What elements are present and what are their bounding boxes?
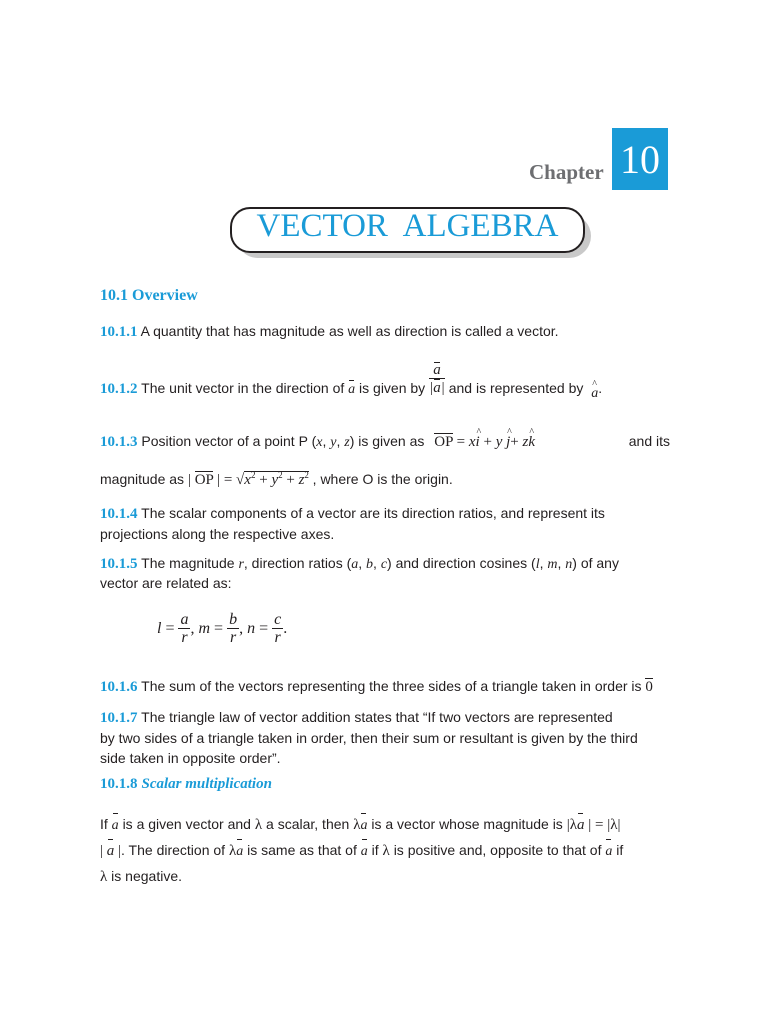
item-10-1-1 [100, 321, 559, 342]
position-vector-formula: OP = x^ i + y ^ j+ z^ k [434, 434, 535, 450]
item-number: 10.1.3 [100, 434, 138, 450]
item-text: The unit vector in the direction of [141, 380, 345, 396]
item-number: 10.1.5 [100, 556, 138, 572]
item-10-1-3: 10.1.3 Position vector of a point P (x, y, z) is given as OP = x^ i + y ^ j+ z^ k and its [100, 431, 670, 453]
item-text: magnitude as [100, 471, 185, 487]
magnitude-formula: | OP | = $√x^2 + y^2 + z^2$ [187, 470, 309, 488]
item-text: The triangle law of vector addition states that “If two vectors are represented [141, 709, 613, 725]
item-text: , direction ratios ( [243, 555, 352, 571]
chapter-label: Chapter [529, 160, 604, 184]
item-text: and is represented by [448, 380, 584, 396]
item-text: and its [628, 433, 670, 449]
item-number: 10.1.6 [100, 679, 138, 695]
item-text: ) is given as [349, 433, 425, 449]
item-10-1-4 [100, 503, 662, 544]
chapter-number: 10 [620, 137, 660, 182]
item-number: 10.1.2 [100, 381, 138, 397]
item-text: , where O is the origin. [312, 471, 453, 487]
item-text: is given by [359, 380, 426, 396]
section-heading: Scalar multiplication [141, 776, 272, 792]
item-text: The sum of the vectors representing the three sides of a triangle taken in order is [141, 678, 642, 694]
item-10-1-8-heading [100, 775, 272, 793]
chapter-title: VECTOR ALGEBRA [256, 208, 559, 244]
item-10-1-2: 10.1.2 The unit vector in the direction of a is given by $\frac{a}{|a|}$ and is represented by ^ a. [100, 378, 602, 400]
item-text: The magnitude [141, 555, 235, 571]
item-text: ) and direction cosines ( [387, 555, 536, 571]
item-text: The scalar components of a vector are its direction ratios, and represent its projections along the respective axes. [100, 505, 605, 542]
direction-cosines-formula: l = $\frac{a}{r}$ , m = $\frac{b}{r}$ , n = $\frac{c}{r}$ . [157, 611, 288, 646]
item-10-1-7 [100, 707, 670, 768]
item-number: 10.1.8 [100, 776, 138, 792]
item-text: by two sides of a triangle taken in order, then their sum or resultant is given by the third [100, 730, 638, 746]
item-text: Position vector of a point P ( [141, 433, 317, 449]
item-number: 10.1.7 [100, 710, 138, 726]
item-10-1-3-line2 [100, 465, 453, 490]
vector-a: a [348, 380, 355, 400]
zero-vector: 0 [645, 679, 653, 695]
overview-heading: 10.1 Overview [100, 287, 198, 304]
unit-vector-a-hat: ^ a [591, 384, 598, 404]
item-text: ) of any [572, 555, 619, 571]
unit-vector-fraction: $\frac{a}{|a|}$ [429, 361, 445, 396]
item-text: side taken in opposite order”. [100, 750, 281, 766]
item-text: A quantity that has magnitude as well as direction is called a vector. [140, 323, 559, 339]
scalar-multiplication-text: If a is a given vector and λ a scalar, then λa is a vector whose magnitude is |λa | = |λ| | a |. The direction of λa is same as that of a if λ is positive and, opposite to that of a if λ is negative. [100, 812, 670, 890]
item-10-1-6 [100, 676, 653, 697]
item-10-1-5: 10.1.5 The magnitude r, direction ratios (a, b, c) and direction cosines (l, m, n) of any [100, 555, 619, 572]
item-number: 10.1.1 [100, 324, 138, 340]
item-number: 10.1.4 [100, 506, 138, 522]
item-10-1-5-line2: vector are related as: [100, 575, 232, 591]
